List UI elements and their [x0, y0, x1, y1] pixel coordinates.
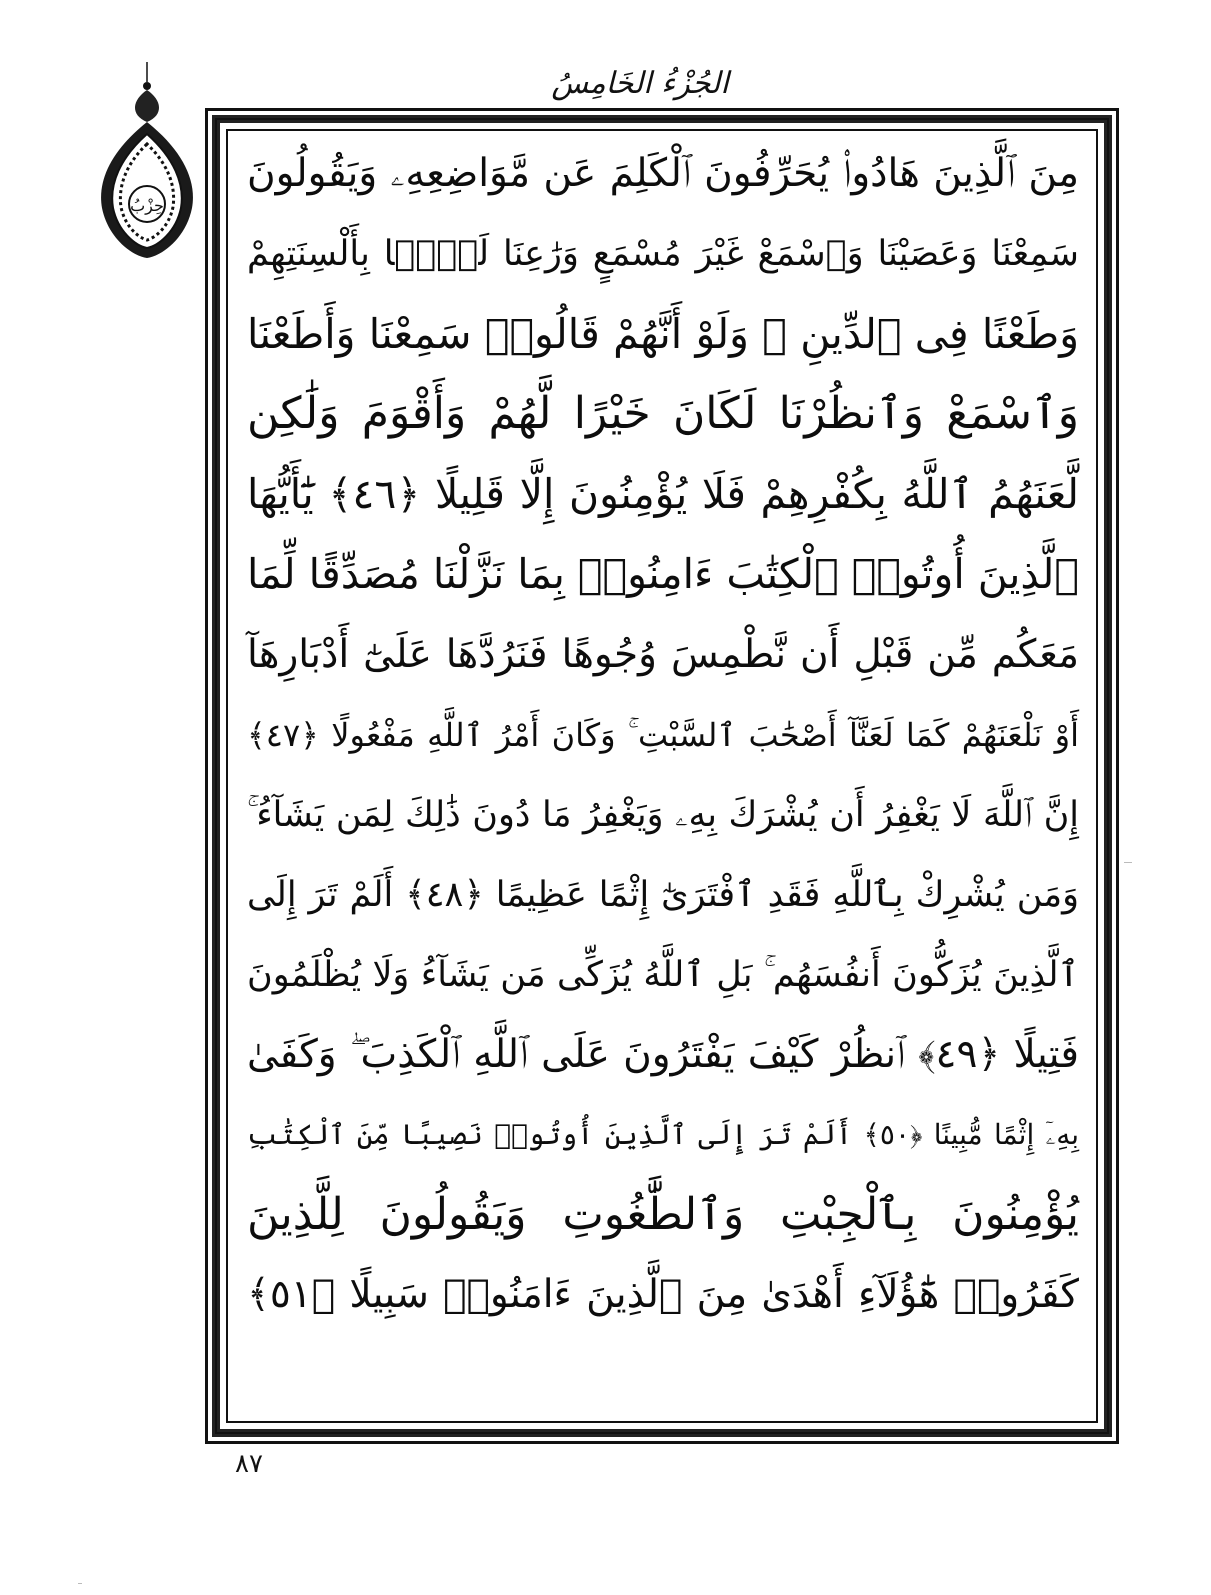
text-line: أَوْ نَلْعَنَهُمْ كَمَا لَعَنَّآ أَصْحَٰبَ ٱلسَّبْتِ ۚ وَكَانَ أَمْرُ ٱللَّهِ مَفْعُولًا ﴿٤٧﴾	[247, 715, 1080, 754]
text-line: لَّعَنَهُمُ ٱللَّهُ بِكُفْرِهِمْ فَلَا يُؤْمِنُونَ إِلَّا قَلِيلًا ﴿٤٦﴾ يَٰٓأَيُّهَا	[247, 470, 1079, 519]
ornament-text: حِزْبُ	[130, 196, 164, 215]
text-line: ٱلَّذِينَ يُزَكُّونَ أَنفُسَهُم ۚ بَلِ ٱللَّهُ يُزَكِّى مَن يَشَآءُ وَلَا يُظْلَمُونَ	[247, 954, 1079, 995]
text-line: كَفَرُوا۟ هَٰٓؤُلَآءِ أَهْدَىٰ مِنَ ٱلَّذِينَ ءَامَنُوا۟ سَبِيلًا ﴿٥١﴾	[247, 1272, 1079, 1318]
text-line: وَطَعْنًا فِى ٱلدِّينِ ۚ وَلَوْ أَنَّهُمْ قَالُوا۟ سَمِعْنَا وَأَطَعْنَا	[247, 310, 1079, 359]
juz-title: الجُزْءُ الخَامِسُ	[551, 66, 729, 101]
text-line: وَمَن يُشْرِكْ بِٱللَّهِ فَقَدِ ٱفْتَرَىٰٓ إِثْمًا عَظِيمًا ﴿٤٨﴾ أَلَمْ تَرَ إِلَى	[247, 874, 1079, 915]
quran-text-block	[233, 134, 1093, 1416]
text-line: ٱلَّذِينَ أُوتُوا۟ ٱلْكِتَٰبَ ءَامِنُوا۟ بِمَا نَزَّلْنَا مُصَدِّقًا لِّمَا	[246, 550, 1079, 599]
text-line: إِنَّ ٱللَّهَ لَا يَغْفِرُ أَن يُشْرَكَ بِهِۦ وَيَغْفِرُ مَا دُونَ ذَٰلِكَ لِمَن يَشَآءُ ۚ	[247, 794, 1079, 835]
text-line: بِهِۦٓ إِثْمًا مُّبِينًا ﴿٥٠﴾ أَلَمْ تَرَ إِلَى ٱلَّذِينَ أُوتُوا۟ نَصِيبًا مِّنَ ٱلْكِتَٰبِ	[247, 1118, 1080, 1152]
text-line: مِنَ ٱلَّذِينَ هَادُوا۟ يُحَرِّفُونَ ٱلْكَلِمَ عَن مَّوَاضِعِهِۦ وَيَقُولُونَ	[247, 151, 1079, 196]
scan-speck	[78, 1583, 82, 1584]
ornamental-teardrop-juz-marker-icon	[92, 60, 202, 260]
text-line: سَمِعْنَا وَعَصَيْنَا وَٱسْمَعْ غَيْرَ مُسْمَعٍ وَرَٰعِنَا لَيًّۢا بِأَلْسِنَتِهِمْ	[247, 234, 1079, 275]
scan-speck	[1124, 862, 1132, 863]
text-line: مَعَكُم مِّن قَبْلِ أَن نَّطْمِسَ وُجُوهًا فَنَرُدَّهَا عَلَىٰٓ أَدْبَارِهَآ	[247, 631, 1079, 677]
page-number: ٨٧	[235, 1449, 263, 1479]
text-line: يُؤْمِنُونَ بِٱلْجِبْتِ وَٱلطَّٰغُوتِ وَيَقُولُونَ لِلَّذِينَ	[247, 1189, 1079, 1241]
text-line: فَتِيلًا ﴿٤٩﴾ ٱنظُرْ كَيْفَ يَفْتَرُونَ عَلَى ٱللَّهِ ٱلْكَذِبَ ۖ وَكَفَىٰ	[247, 1032, 1079, 1078]
text-line: وَٱسْمَعْ وَٱنظُرْنَا لَكَانَ خَيْرًا لَّهُمْ وَأَقْوَمَ وَلَٰكِن	[247, 388, 1079, 440]
